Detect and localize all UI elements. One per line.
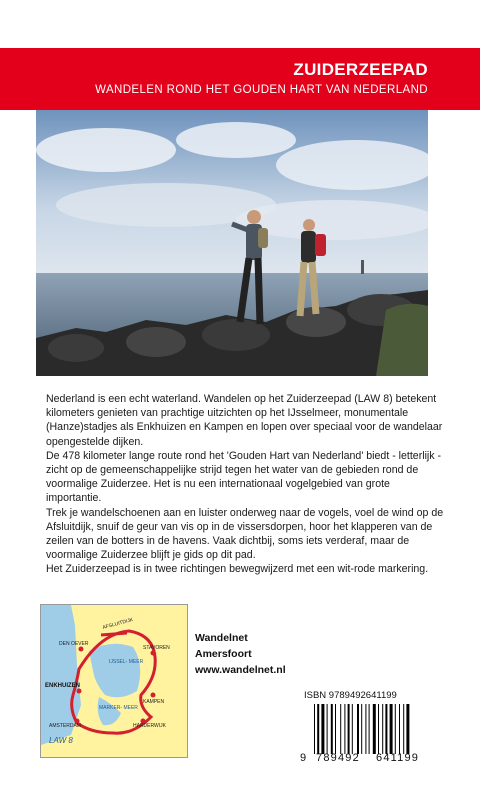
map-label-law: LAW 8 [49, 736, 73, 745]
barcode-bar [382, 704, 383, 754]
barcode-bar [352, 704, 353, 754]
route-map [40, 604, 188, 758]
paragraph-1: Nederland is een echt waterland. Wandelen op het Zuiderzeepad (LAW 8) betekent kilometers genieten van prachtige uitzichten op het IJsselmeer, monumentale (Hanze)stadjes als Enkhuizen en Kampen en lopen over speciaal voor de wandelaar opengestelde dijken. [46, 393, 443, 448]
barcode-bar [348, 704, 350, 754]
barcode-bar [335, 704, 336, 754]
stavoren-marker [151, 651, 156, 656]
map-label-stavoren: STAVOREN [143, 645, 170, 651]
isbn-group-1: 789492 [316, 752, 360, 764]
den-oever-marker [79, 647, 84, 652]
barcode-icon [310, 704, 436, 758]
barcode-bar [369, 704, 370, 754]
barcode-bar [373, 704, 376, 754]
barcode-bar [395, 704, 396, 754]
barcode-bar [331, 704, 333, 754]
isbn-label: ISBN 9789492641199 [304, 690, 397, 701]
map-label-kampen: KAMPEN [143, 699, 165, 705]
isbn-block [300, 684, 440, 770]
kampen-marker [151, 693, 156, 698]
barcode-bar [365, 704, 366, 754]
barcode-bar [357, 704, 359, 754]
publisher-city: Amersfoort [195, 648, 252, 660]
barcode-bar [378, 704, 379, 754]
barcode-bar [327, 704, 328, 754]
publisher-name: Wandelnet [195, 632, 248, 644]
barcode-bar [317, 704, 319, 754]
barcode-bar [314, 704, 315, 754]
publisher-website: www.wandelnet.nl [195, 664, 286, 676]
isbn-first-digit: 9 [300, 752, 308, 764]
barcode-bar [390, 704, 393, 754]
map-label-harderwijk: HARDERWIJK [133, 723, 166, 729]
paragraph-2: De 478 kilometer lange route rond het 'Gouden Hart van Nederland' biedt - letterlijk - zicht op de gemeenschappelijke strijd tegen het water van de gebieden rond de voormalige Zuiderzee. Het is nu een internationaal vogelgebied van grote importantie. [46, 449, 442, 505]
map-label-den-oever: DEN OEVER [59, 641, 89, 647]
map-label-enkhuizen: ENKHUIZEN [45, 683, 81, 689]
enkhuizen-marker [77, 689, 82, 694]
book-subtitle: WANDELEN ROND HET GOUDEN HART VAN NEDERLAND [95, 84, 428, 96]
barcode-bar [344, 704, 345, 754]
book-title: ZUIDERZEEPAD [293, 60, 428, 79]
barcode-bar [403, 704, 404, 754]
isbn-group-2: 641199 [376, 752, 420, 764]
barcode-bar [340, 704, 341, 754]
publisher-info [195, 630, 286, 678]
map-label-markermeer: MARKER- MEER [99, 705, 138, 711]
map-label-ijsselmeer: IJSSEL- MEER [109, 659, 144, 665]
route-map-illustration [41, 605, 187, 757]
barcode-bar [361, 704, 362, 754]
barcode-bar [406, 704, 409, 754]
hikers-photo-illustration [36, 110, 428, 376]
title-banner [0, 48, 480, 110]
paragraph-4: Het Zuiderzeepad is in twee richtingen bewegwijzerd met een wit-rode markering. [46, 563, 429, 576]
map-label-amsterdam: AMSTERDAM [49, 723, 81, 729]
barcode-bar [321, 704, 324, 754]
barcode-bar [385, 704, 387, 754]
barcode-bar [399, 704, 400, 754]
map-label-afsluitdijk: AFSLUITDIJK [101, 617, 134, 631]
hikers-photo [36, 110, 428, 376]
paragraph-3: Trek je wandelschoenen aan en luister onderweg naar de vogels, voel de wind op de Afsluitdijk, snuif de geur van vis op in de vissersdorpen, hoor het klapperen van de zeilen van de botters in de havens. Vaak dichtbij, soms iets verderaf, maar de voormalige Zuiderzee blijft je gids op dit pad. [46, 506, 444, 562]
description-text [46, 392, 446, 577]
